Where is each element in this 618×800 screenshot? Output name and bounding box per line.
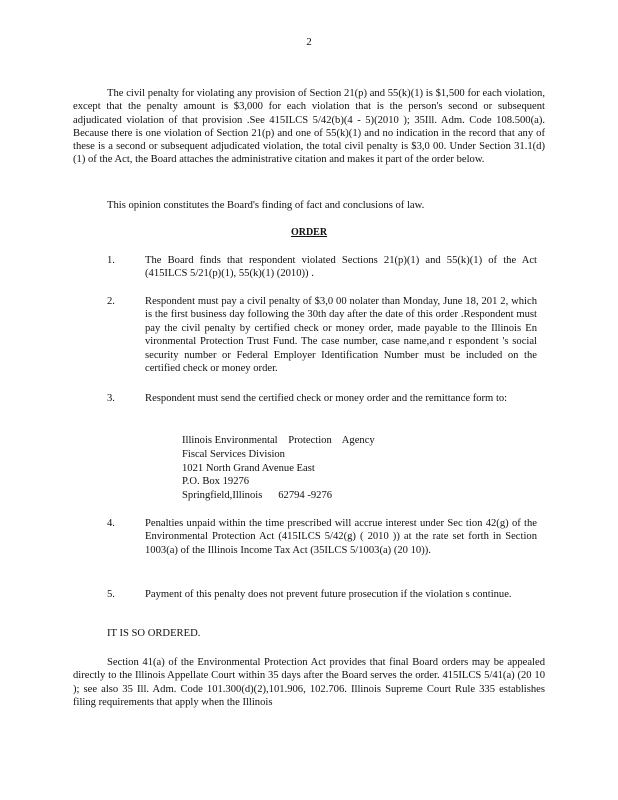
item-text: Payment of this penalty does not prevent future prosecution if the violation s continue. (145, 589, 512, 600)
item-text: The Board finds that respondent violated Sections 21(p)(1) and 55(k)(1) of the Act (415ILCS 5/21(p)(1), 55(k)(1) (2010)) . (145, 255, 537, 280)
paragraph-text: Section 41(a) of the Environmental Protection Act provides that final Board orders may be appealed directly to the Illinois Appellate Court within 35 days after the Board serves the order. 415ILCS 5/41(a) (20 10 ); see also 35 Ill. Adm. Code 101.300(d)(2),101.906, 102.706. Illinois Supreme Court Rule 335 establishes filing requirements that apply when the Illinois (73, 657, 545, 708)
remittance-address (182, 434, 375, 503)
address-line: Springfield,Illinois 62794 -9276 (182, 490, 333, 502)
address-line: Fiscal Services Division (182, 448, 285, 460)
item-number: 2. (107, 296, 115, 307)
item-number: 4. (107, 518, 115, 529)
paragraph-text: This opinion constitutes the Board's finding of fact and conclusions of law. (107, 200, 425, 211)
item-number: 3. (107, 393, 115, 404)
paragraph-appeal (73, 656, 545, 709)
order-item-2 (107, 295, 537, 375)
item-number: 1. (107, 255, 115, 266)
item-number: 5. (107, 589, 115, 600)
order-item-4 (107, 517, 537, 557)
page-number: 2 (306, 36, 312, 48)
item-text: Respondent must send the certified check or money order and the remittance form to: (145, 393, 508, 404)
so-ordered: IT IS SO ORDERED. (107, 628, 201, 639)
paragraph-text: The civil penalty for violating any provision of Section 21(p) and 55(k)(1) is $1,500 for each violation, except that the penalty amount is $3,000 for each violation that is the person's second or subsequent adjudicated violation of that provision .See 415ILCS 5/42(b)(4 - 5)(2010 ); 35Ill. Adm. Code 108.500(a). Because there is one violation of Section 21(p) and one of 55(k)(1) and no indication in the record that any of these is a second or subsequent adjudicated violation, the total civil penalty is $3,0 00. Under Section 31.1(d)(1) of the Act, the Board attaches the administrative citation and makes it part of the order below. (73, 88, 545, 166)
address-line: Illinois Environmental Protection Agency (182, 435, 375, 446)
item-text: Respondent must pay a civil penalty of $3,0 00 nolater than Monday, June 18, 201 2, which is the first business day following the 30th day after the date of this order .Respondent must pay the civil penalty by certified check or money order, made payable to the Illinois En vironmental Protection Trust Fund. The case number, case name,and r espondent 's social security number or Federal Employer Identification Number must be included on the certified check or money order. (145, 296, 537, 375)
paragraph-civil-penalty (73, 87, 545, 167)
order-item-1 (107, 254, 537, 281)
order-item-3 (107, 392, 537, 405)
item-text: Penalties unpaid within the time prescribed will accrue interest under Sec tion 42(g) of the Environmental Protection Act (415ILCS 5/42(g) ( 2010 )) at the rate set forth in Section 1003(a) of the Illinois Income Tax Act (35ILCS 5/1003(a) (20 10)). (145, 518, 537, 556)
order-item-5 (107, 588, 537, 601)
address-line: 1021 North Grand Avenue East (182, 462, 315, 474)
address-line: P.O. Box 19276 (182, 476, 250, 488)
order-heading: ORDER (290, 227, 328, 238)
paragraph-opinion (73, 199, 545, 212)
